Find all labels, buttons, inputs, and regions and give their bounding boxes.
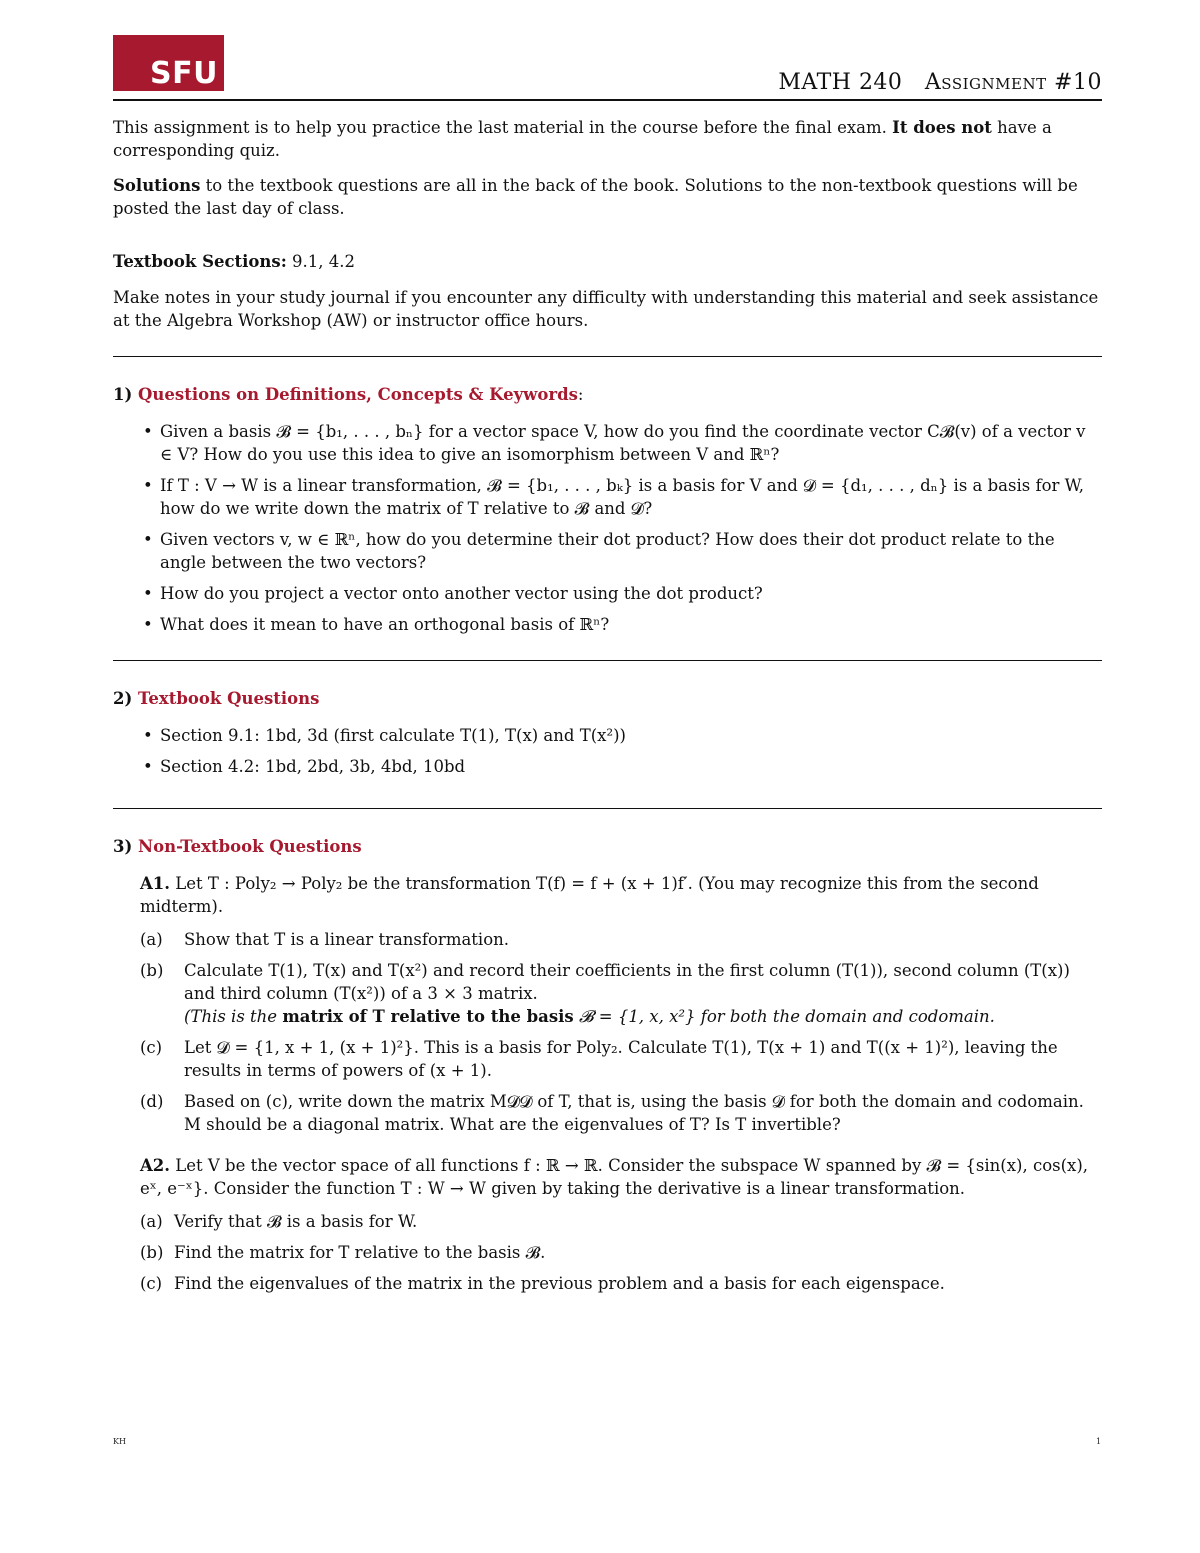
- question-a2: [140, 1154, 1102, 1295]
- question-a2-parts: [140, 1210, 1102, 1295]
- textbook-sections: Textbook Sections: 9.1, 4.2: [113, 252, 356, 271]
- question-a1: [140, 872, 1102, 1136]
- section-2-list: [113, 724, 1102, 778]
- list-item: (d) Based on (c), write down the matrix M𝓓𝓓 of T, that is, using the basis 𝓓 for both the domain and codomain. M should be a diagonal matrix. What are the eigenvalues of T? Is T invertible?: [140, 1092, 1084, 1134]
- list-item: (b) Find the matrix for T relative to the basis 𝓑.: [140, 1243, 546, 1262]
- intro-paragraph-2: Solutions to the textbook questions are all in the back of the book. Solutions to the non-textbook questions will be posted the last day of class.: [113, 176, 1078, 218]
- list-item: (c) Let 𝓓 = {1, x + 1, (x + 1)²}. This is a basis for Poly₂. Calculate T(1), T(x + 1) and T((x + 1)²), leaving the results in terms of powers of (x + 1).: [140, 1038, 1058, 1080]
- list-item: (c) Find the eigenvalues of the matrix in the previous problem and a basis for each eigenspace.: [140, 1274, 945, 1293]
- document-body: [113, 116, 1102, 1303]
- intro-paragraph-1: This assignment is to help you practice the last material in the course before the final exam. It does not have a corresponding quiz.: [113, 118, 1052, 160]
- question-a1-text: A1. Let T : Poly₂ → Poly₂ be the transformation T(f) = f + (x + 1)f′. (You may recognize this from the second midterm).: [140, 874, 1039, 916]
- section-1-heading: 1) Questions on Definitions, Concepts & Keywords:: [113, 385, 584, 404]
- list-item: (a) Show that T is a linear transformation.: [140, 930, 510, 949]
- sfu-logo: SFU: [113, 35, 224, 91]
- list-item: • Section 9.1: 1bd, 3d (first calculate T(1), T(x) and T(x²)): [160, 724, 1102, 747]
- list-item: • Given a basis 𝓑 = {b₁, . . . , bₙ} for a vector space V, how do you find the coordinate vector C𝓑(v) of a vector v ∈ V? How do you use this idea to give an isomorphism between V and ℝⁿ?: [160, 420, 1102, 466]
- assignment-title: Assignment #10: [924, 70, 1102, 95]
- list-item: • What does it mean to have an orthogonal basis of ℝⁿ?: [160, 613, 1102, 636]
- divider: [113, 660, 1102, 661]
- list-item: (a) Verify that 𝓑 is a basis for W.: [140, 1212, 418, 1231]
- section-1-list: [113, 420, 1102, 636]
- list-item: • Given vectors v, w ∈ ℝⁿ, how do you determine their dot product? How does their dot product relate to the angle between the two vectors?: [160, 528, 1102, 574]
- section-3-heading: 3) Non-Textbook Questions: [113, 837, 362, 856]
- list-item: (b) Calculate T(1), T(x) and T(x²) and record their coefficients in the first column (T(1)), second column (T(x)) and third column (T(x²)) of a 3 × 3 matrix. (This is the matrix of T relative to the basis 𝓑 = {1, x, x²} for both the domain and codomain.: [140, 961, 1070, 1026]
- course-code: MATH 240: [778, 70, 903, 95]
- list-item: • How do you project a vector onto another vector using the dot product?: [160, 582, 1102, 605]
- intro-paragraph-4: Make notes in your study journal if you encounter any difficulty with understanding this material and seek assistance at the Algebra Workshop (AW) or instructor office hours.: [113, 288, 1099, 330]
- header-rule: [113, 99, 1102, 101]
- divider: [113, 356, 1102, 357]
- list-item: • Section 4.2: 1bd, 2bd, 3b, 4bd, 10bd: [160, 755, 1102, 778]
- page-header: [778, 70, 1102, 95]
- page-number: 1: [1096, 1437, 1102, 1446]
- list-item: • If T : V → W is a linear transformation, 𝓑 = {b₁, . . . , bₖ} is a basis for V and 𝓓 = {d₁, . . . , dₙ} is a basis for W, how do we write down the matrix of T relative to 𝓑 and 𝓓?: [160, 474, 1102, 520]
- question-a2-text: A2. Let V be the vector space of all functions f : ℝ → ℝ. Consider the subspace W spanned by 𝓑 = {sin(x), cos(x), eˣ, e⁻ˣ}. Consider the function T : W → W given by taking the derivative is a linear transformation.: [140, 1156, 1089, 1198]
- divider: [113, 808, 1102, 809]
- question-a1-parts: [140, 928, 1102, 1136]
- footer-initials: KH: [113, 1437, 126, 1446]
- section-2-heading: 2) Textbook Questions: [113, 689, 320, 708]
